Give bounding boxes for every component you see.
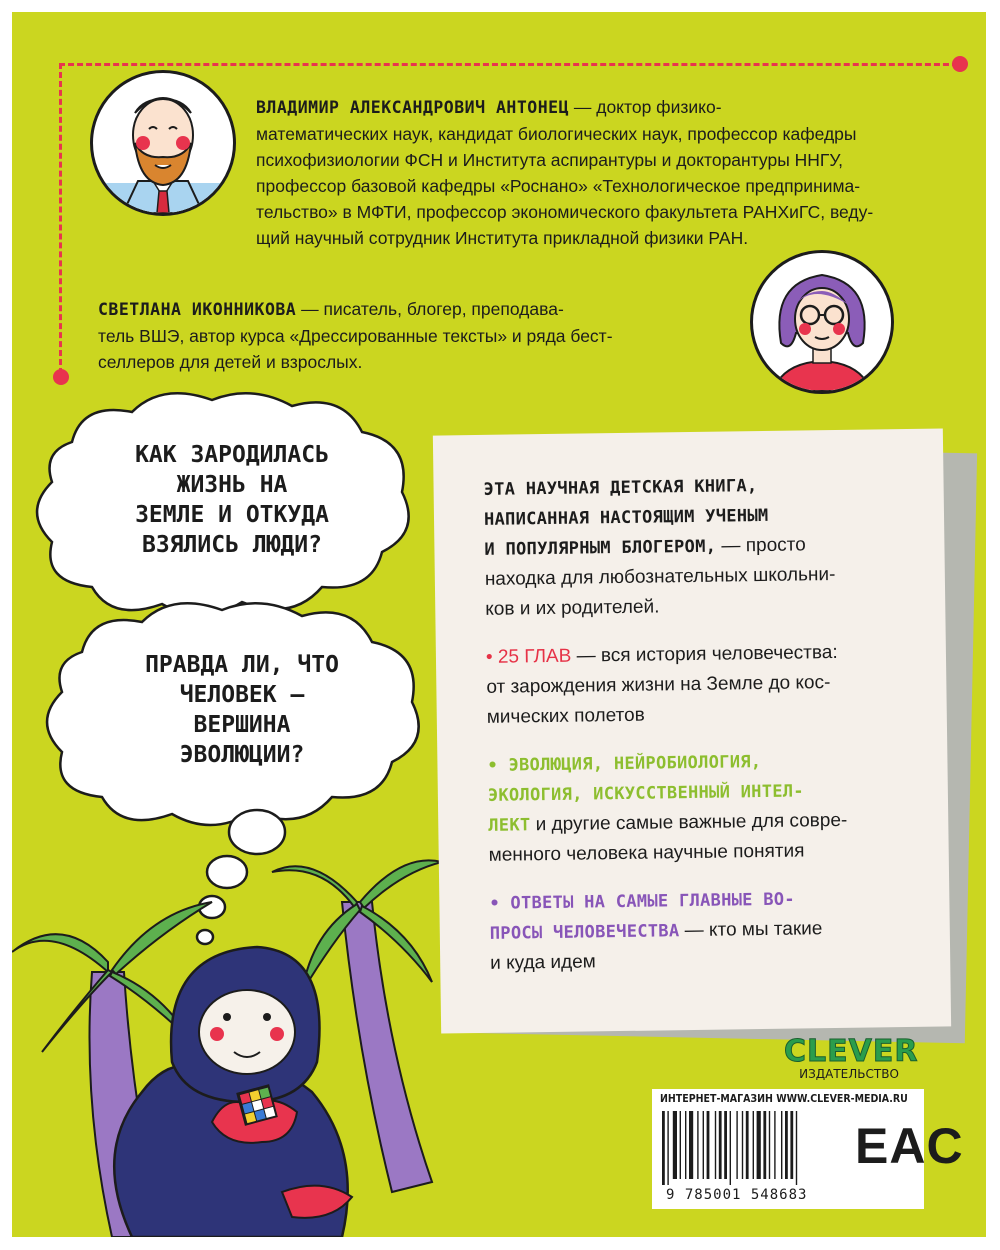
bullet-text-line: — кто мы такие bbox=[679, 918, 823, 942]
barcode-bar bbox=[715, 1111, 716, 1179]
question-line: ЗЕМЛЕ И ОТКУДА bbox=[135, 502, 329, 528]
bullet-highlight: • 25 ГЛАВ bbox=[485, 645, 572, 668]
publisher-logo-text: CLEVER bbox=[784, 1034, 919, 1069]
barcode-bar bbox=[763, 1111, 766, 1179]
bullet-text-line: мических полетов bbox=[486, 704, 645, 728]
bullet-highlight: ПРОСЫ ЧЕЛОВЕЧЕСТВА bbox=[489, 921, 680, 944]
barcode-bar bbox=[697, 1111, 698, 1179]
gorilla bbox=[114, 947, 352, 1237]
barcode-bar bbox=[742, 1111, 743, 1179]
online-shop-text: ИНТЕРНЕТ-МАГАЗИН WWW.CLEVER-MEDIA.RU bbox=[660, 1093, 908, 1105]
bio-line: профессор базовой кафедры «Роснано» «Технологическое предпринима- bbox=[256, 176, 861, 196]
question-line: ЭВОЛЮЦИИ? bbox=[179, 742, 305, 768]
card-bullet-chapters bbox=[486, 637, 917, 733]
author-portrait-woman bbox=[750, 250, 894, 394]
bio-line: тель ВШЭ, автор курса «Дрессированные тексты» и ряда бест- bbox=[98, 326, 613, 346]
bio-line: — доктор физико- bbox=[569, 97, 722, 117]
bio-line: щий научный сотрудник Института прикладной физики РАН. bbox=[256, 228, 749, 248]
eac-mark: EAC bbox=[855, 1118, 964, 1174]
barcode-panel bbox=[652, 1089, 964, 1209]
barcode-bar bbox=[757, 1111, 761, 1179]
author-portrait-man bbox=[90, 70, 236, 216]
intro-text-line: — просто bbox=[716, 534, 806, 557]
card-bullet-topics bbox=[487, 745, 919, 871]
barcode-bar bbox=[667, 1111, 668, 1185]
dot-marker bbox=[952, 56, 968, 72]
question-1 bbox=[72, 440, 392, 560]
barcode-bar bbox=[769, 1111, 770, 1179]
intro-text-line: ков и их родителей. bbox=[485, 596, 660, 620]
question-line: КАК ЗАРОДИЛАСЬ bbox=[135, 442, 329, 468]
dashed-line-top bbox=[59, 63, 967, 66]
barcode-bar bbox=[796, 1111, 797, 1185]
woman-with-glasses-illustration bbox=[753, 253, 891, 391]
bearded-man-illustration bbox=[93, 73, 233, 213]
intro-bold-line: И ПОПУЛЯРНЫМ БЛОГЕРОМ, bbox=[484, 536, 717, 560]
barcode-bar bbox=[774, 1111, 775, 1179]
author-name-antonets: ВЛАДИМИР АЛЕКСАНДРОВИЧ АНТОНЕЦ bbox=[256, 98, 570, 117]
bullet-text-line: — вся история человечества: bbox=[571, 641, 838, 667]
intro-bold-line: НАПИСАННАЯ НАСТОЯЩИМ УЧЕНЫМ bbox=[483, 505, 769, 530]
barcode-bar bbox=[753, 1111, 754, 1179]
barcode-bar bbox=[790, 1111, 793, 1179]
bullet-text-line: и куда идем bbox=[490, 951, 596, 974]
info-card bbox=[433, 428, 951, 1033]
publisher-subtitle: ИЗДАТЕЛЬСТВО bbox=[799, 1067, 899, 1081]
question-2 bbox=[82, 650, 402, 770]
intro-text-line: находка для любознательных школьни- bbox=[484, 563, 836, 590]
question-line: ПРАВДА ЛИ, ЧТО bbox=[145, 652, 339, 678]
barcode-bar bbox=[785, 1111, 788, 1179]
bio-line: селлеров для детей и взрослых. bbox=[98, 352, 363, 372]
bullet-highlight: ЭКОЛОГИЯ, ИСКУССТВЕННЫЙ ИНТЕЛ- bbox=[487, 781, 805, 806]
isbn-number: 9 785001 548683 bbox=[666, 1187, 808, 1203]
barcode-bar bbox=[719, 1111, 722, 1179]
barcode-bar bbox=[680, 1111, 681, 1179]
card-bullet-answers bbox=[489, 883, 920, 979]
barcode-icon bbox=[662, 1111, 842, 1185]
bio-line: психофизиологии ФСН и Института аспирантуры и докторантуры ННГУ, bbox=[256, 150, 844, 170]
gorilla-palm-illustration bbox=[12, 852, 442, 1237]
barcode-bar bbox=[662, 1111, 665, 1185]
bio-line: тельство» в МФТИ, профессор экономического факультета РАНХиГС, веду- bbox=[256, 202, 874, 222]
question-line: ЧЕЛОВЕК — bbox=[179, 682, 305, 708]
bullet-text-line: менного человека научные понятия bbox=[488, 840, 805, 866]
bullet-highlight: • ОТВЕТЫ НА САМЫЕ ГЛАВНЫЕ ВО- bbox=[489, 889, 796, 914]
publisher-logo bbox=[784, 1034, 919, 1081]
author-bio-ikonnikova bbox=[98, 296, 748, 375]
bio-line: — писатель, блогер, преподава- bbox=[296, 299, 564, 319]
question-line: ЖИЗНЬ НА bbox=[176, 472, 288, 498]
barcode-bar bbox=[781, 1111, 782, 1179]
bullet-highlight: • ЭВОЛЮЦИЯ, НЕЙРОБИОЛОГИЯ, bbox=[487, 752, 762, 776]
barcode-bar bbox=[707, 1111, 710, 1179]
bullet-highlight: ЛЕКТ bbox=[488, 815, 531, 836]
question-line: ВЕРШИНА bbox=[193, 712, 291, 738]
bullet-text-line: от зарождения жизни на Земле до кос- bbox=[486, 672, 831, 698]
book-back-cover bbox=[12, 12, 986, 1237]
author-name-ikonnikova: СВЕТЛАНА ИКОННИКОВА bbox=[98, 300, 297, 319]
dashed-line-left bbox=[59, 63, 62, 374]
barcode-bar bbox=[689, 1111, 693, 1179]
barcode-bar bbox=[673, 1111, 677, 1179]
author-bio-antonets bbox=[256, 94, 976, 251]
info-card-content bbox=[483, 469, 920, 997]
card-intro bbox=[483, 469, 915, 625]
bullet-text-line: и другие самые важные для совре- bbox=[530, 809, 848, 836]
barcode-bar bbox=[724, 1111, 727, 1179]
barcode-bar bbox=[703, 1111, 704, 1179]
barcode-bar bbox=[685, 1111, 686, 1179]
barcode-bar bbox=[736, 1111, 737, 1179]
bio-line: математических наук, кандидат биологических наук, профессор кафедры bbox=[256, 124, 857, 144]
intro-bold-line: ЭТА НАУЧНАЯ ДЕТСКАЯ КНИГА, bbox=[483, 476, 758, 500]
barcode-bar bbox=[746, 1111, 749, 1179]
barcode-bar bbox=[730, 1111, 731, 1185]
question-line: ВЗЯЛИСЬ ЛЮДИ? bbox=[141, 532, 322, 558]
